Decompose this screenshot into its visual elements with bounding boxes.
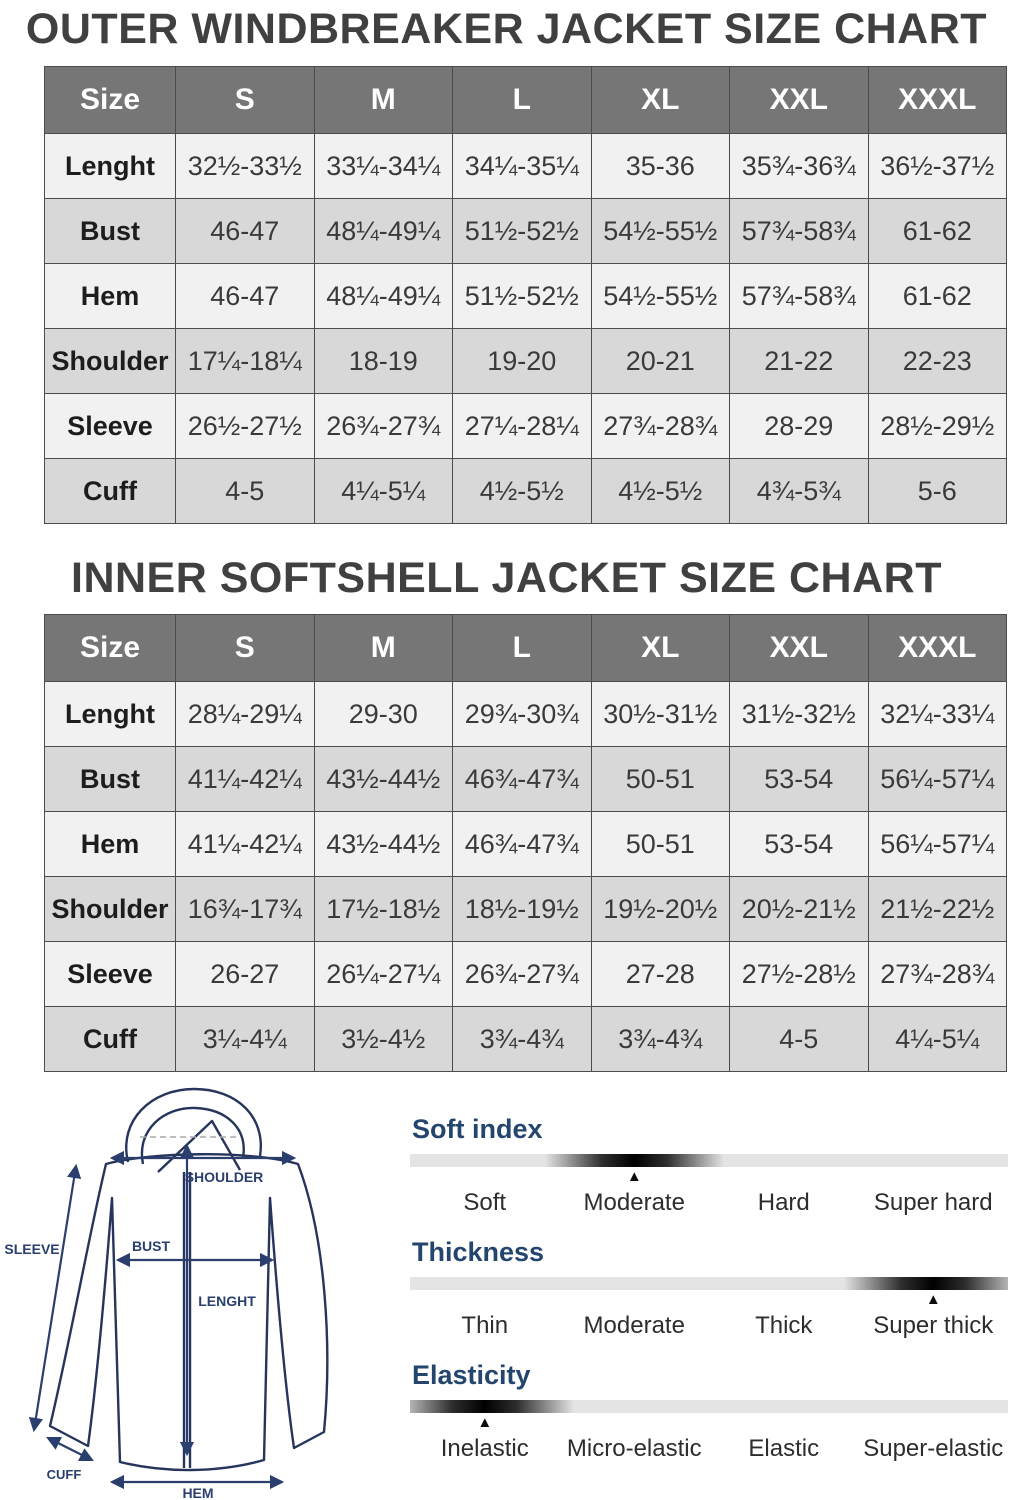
size-cell: 4-5 <box>176 459 315 524</box>
size-cell: 57¾-58¾ <box>730 199 869 264</box>
scale-label: Moderate <box>583 1312 685 1339</box>
header-cell: S <box>176 615 315 682</box>
header-cell: XXXL <box>868 67 1007 134</box>
size-cell: 36½-37½ <box>868 134 1007 199</box>
size-cell: 41¼-42¼ <box>176 812 315 877</box>
size-cell: 43½-44½ <box>314 747 453 812</box>
scale-label: Moderate <box>583 1189 685 1216</box>
elasticity-bar <box>410 1400 1008 1413</box>
header-cell: XXL <box>730 67 869 134</box>
size-cell: 27¾-28¾ <box>591 394 730 459</box>
sleeve-label: SLEEVE <box>4 1241 60 1257</box>
bust-label: BUST <box>131 1238 171 1254</box>
size-cell: 54½-55½ <box>591 199 730 264</box>
jacket-measurement-diagram <box>0 1080 400 1500</box>
size-cell: 35¾-36¾ <box>730 134 869 199</box>
size-cell: 53-54 <box>730 812 869 877</box>
size-cell: 19-20 <box>453 329 592 394</box>
size-cell: 31½-32½ <box>730 682 869 747</box>
header-cell: L <box>453 615 592 682</box>
scale-label: Hard <box>757 1189 810 1216</box>
size-cell: 51½-52½ <box>453 199 592 264</box>
length-label: LENGHT <box>198 1293 256 1309</box>
size-cell: 4½-5½ <box>453 459 592 524</box>
soft-index-marker-icon: ▲ <box>626 1168 642 1185</box>
soft-index-block <box>410 1114 1008 1217</box>
row-label: Shoulder <box>45 877 176 942</box>
outer-size-table <box>44 66 1007 524</box>
size-cell: 4-5 <box>730 1007 869 1072</box>
size-cell: 28-29 <box>730 394 869 459</box>
row-label: Hem <box>45 264 176 329</box>
table-row <box>45 877 1007 942</box>
table-row <box>45 264 1007 329</box>
table-row <box>45 1007 1007 1072</box>
size-cell: 28¼-29¼ <box>176 682 315 747</box>
size-cell: 27¼-28¼ <box>453 394 592 459</box>
soft-index-title: Soft index <box>412 1114 543 1144</box>
size-cell: 17¼-18¼ <box>176 329 315 394</box>
outer-chart-title: OUTER WINDBREAKER JACKET SIZE CHART <box>25 5 988 53</box>
size-cell: 3¾-4¾ <box>591 1007 730 1072</box>
header-cell: XL <box>591 615 730 682</box>
table-row <box>45 942 1007 1007</box>
size-cell: 56¼-57¼ <box>868 812 1007 877</box>
row-label: Cuff <box>45 459 176 524</box>
row-label: Hem <box>45 812 176 877</box>
size-cell: 26¼-27¼ <box>314 942 453 1007</box>
header-row <box>45 67 1007 134</box>
row-label: Bust <box>45 747 176 812</box>
size-cell: 20-21 <box>591 329 730 394</box>
table-row <box>45 459 1007 524</box>
size-cell: 29-30 <box>314 682 453 747</box>
table-row <box>45 682 1007 747</box>
scale-label: Elastic <box>748 1435 820 1462</box>
header-row <box>45 615 1007 682</box>
elasticity-gradient <box>410 1400 574 1413</box>
size-cell: 57¾-58¾ <box>730 264 869 329</box>
size-cell: 18½-19½ <box>453 877 592 942</box>
row-label: Lenght <box>45 682 176 747</box>
size-cell: 48¼-49¼ <box>314 264 453 329</box>
header-cell: S <box>176 67 315 134</box>
elasticity-labels <box>410 1435 1008 1463</box>
cuff-label: CUFF <box>46 1467 82 1482</box>
row-label: Shoulder <box>45 329 176 394</box>
size-cell: 19½-20½ <box>591 877 730 942</box>
elasticity-block <box>410 1360 1008 1463</box>
thickness-title: Thickness <box>412 1237 545 1267</box>
scale-label: Micro-elastic <box>566 1435 702 1462</box>
row-label: Lenght <box>45 134 176 199</box>
size-cell: 33¼-34¼ <box>314 134 453 199</box>
size-cell: 26¾-27¾ <box>453 942 592 1007</box>
inner-size-table <box>44 614 1007 1072</box>
row-label: Sleeve <box>45 942 176 1007</box>
size-cell: 35-36 <box>591 134 730 199</box>
table-row <box>45 747 1007 812</box>
table-row <box>45 394 1007 459</box>
size-cell: 50-51 <box>591 812 730 877</box>
row-label: Bust <box>45 199 176 264</box>
header-cell: L <box>453 67 592 134</box>
size-cell: 48¼-49¼ <box>314 199 453 264</box>
scale-label: Super hard <box>873 1189 993 1216</box>
size-cell: 41¼-42¼ <box>176 747 315 812</box>
table-row <box>45 812 1007 877</box>
shoulder-label: SHOULDER <box>184 1169 264 1185</box>
scale-label: Soft <box>463 1189 507 1216</box>
size-cell: 4¼-5¼ <box>314 459 453 524</box>
size-cell: 26½-27½ <box>176 394 315 459</box>
jacket-outline <box>50 1089 327 1470</box>
scale-label: Thin <box>461 1312 509 1339</box>
thickness-gradient <box>844 1277 1008 1290</box>
table-row <box>45 199 1007 264</box>
size-cell: 32½-33½ <box>176 134 315 199</box>
fabric-index-panel <box>410 1114 1008 1483</box>
scale-label: Thick <box>755 1312 813 1339</box>
scale-label: Super-elastic <box>863 1435 1004 1462</box>
size-cell: 32¼-33¼ <box>868 682 1007 747</box>
size-cell: 4¼-5¼ <box>868 1007 1007 1072</box>
size-cell: 28½-29½ <box>868 394 1007 459</box>
size-cell: 43½-44½ <box>314 812 453 877</box>
size-cell: 21½-22½ <box>868 877 1007 942</box>
table-row <box>45 329 1007 394</box>
size-cell: 46-47 <box>176 199 315 264</box>
size-cell: 54½-55½ <box>591 264 730 329</box>
size-cell: 46¾-47¾ <box>453 812 592 877</box>
measurement-guide-section <box>0 1080 1013 1500</box>
size-cell: 20½-21½ <box>730 877 869 942</box>
size-cell: 3½-4½ <box>314 1007 453 1072</box>
soft-index-bar <box>410 1154 1008 1167</box>
soft-index-gradient <box>545 1154 724 1167</box>
size-cell: 4½-5½ <box>591 459 730 524</box>
size-cell: 56¼-57¼ <box>868 747 1007 812</box>
size-cell: 21-22 <box>730 329 869 394</box>
size-cell: 34¼-35¼ <box>453 134 592 199</box>
size-cell: 50-51 <box>591 747 730 812</box>
inner-chart-title: INNER SOFTSHELL JACKET SIZE CHART <box>71 554 942 602</box>
table-row <box>45 134 1007 199</box>
size-cell: 46-47 <box>176 264 315 329</box>
size-cell: 51½-52½ <box>453 264 592 329</box>
size-cell: 26-27 <box>176 942 315 1007</box>
size-cell: 17½-18½ <box>314 877 453 942</box>
size-cell: 29¾-30¾ <box>453 682 592 747</box>
thickness-labels <box>410 1312 1008 1340</box>
header-cell: M <box>314 67 453 134</box>
size-cell: 46¾-47¾ <box>453 747 592 812</box>
header-cell: XXL <box>730 615 869 682</box>
size-cell: 26¾-27¾ <box>314 394 453 459</box>
scale-label: Inelastic <box>440 1435 529 1462</box>
elasticity-marker-icon: ▲ <box>477 1414 493 1431</box>
size-cell: 5-6 <box>868 459 1007 524</box>
sleeve-arrow <box>34 1166 76 1430</box>
header-cell: XL <box>591 67 730 134</box>
thickness-bar <box>410 1277 1008 1290</box>
size-cell: 30½-31½ <box>591 682 730 747</box>
size-cell: 16¾-17¾ <box>176 877 315 942</box>
cuff-arrow <box>48 1438 92 1460</box>
size-cell: 61-62 <box>868 199 1007 264</box>
header-cell: XXXL <box>868 615 1007 682</box>
measurement-arrows <box>34 1146 294 1482</box>
thickness-block <box>410 1237 1008 1340</box>
size-cell: 27¾-28¾ <box>868 942 1007 1007</box>
header-cell: Size <box>45 67 176 134</box>
scale-label: Super thick <box>873 1312 994 1339</box>
thickness-marker-icon: ▲ <box>925 1291 941 1308</box>
soft-index-labels <box>410 1189 1008 1217</box>
size-cell: 27-28 <box>591 942 730 1007</box>
size-cell: 27½-28½ <box>730 942 869 1007</box>
header-cell: Size <box>45 615 176 682</box>
row-label: Sleeve <box>45 394 176 459</box>
size-cell: 4¾-5¾ <box>730 459 869 524</box>
hem-label: HEM <box>182 1485 214 1500</box>
header-cell: M <box>314 615 453 682</box>
elasticity-title: Elasticity <box>412 1360 531 1390</box>
size-cell: 18-19 <box>314 329 453 394</box>
size-cell: 3¾-4¾ <box>453 1007 592 1072</box>
size-cell: 3¼-4¼ <box>176 1007 315 1072</box>
size-cell: 61-62 <box>868 264 1007 329</box>
size-cell: 22-23 <box>868 329 1007 394</box>
row-label: Cuff <box>45 1007 176 1072</box>
size-cell: 53-54 <box>730 747 869 812</box>
